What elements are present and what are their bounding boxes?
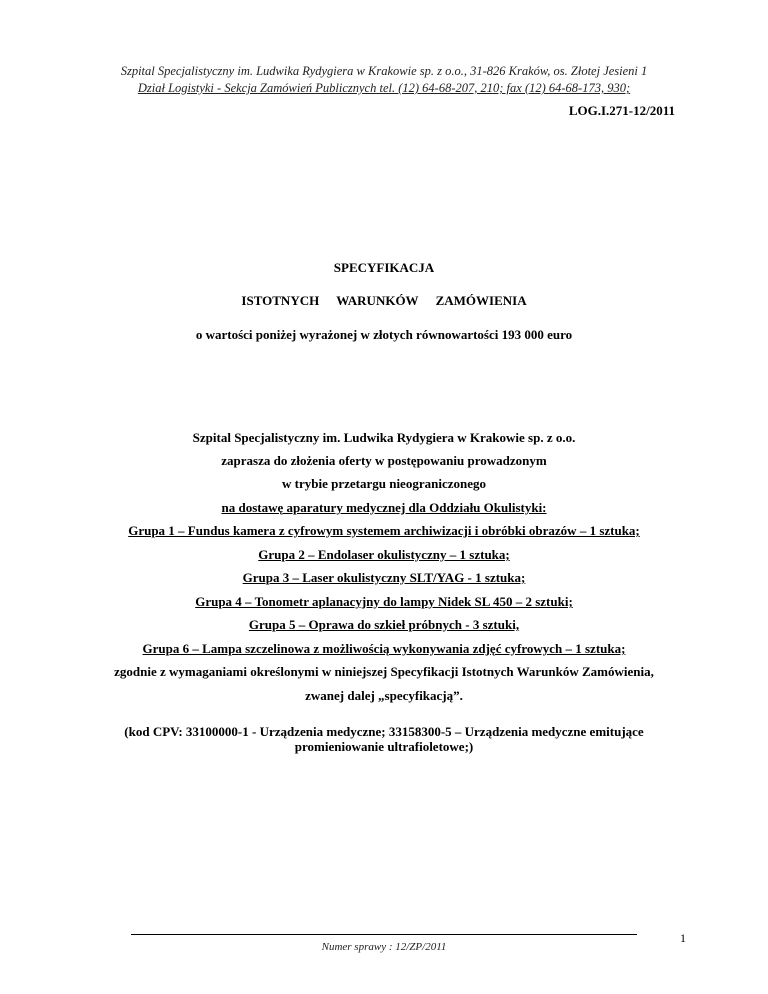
group-3 [0,570,768,586]
group-5-text: Grupa 5 – Oprawa do szkieł próbnych - 3 sztuki, [248,617,520,632]
subject-line [0,500,768,516]
group-6-text: Grupa 6 – Lampa szczelinowa z możliwością wykonywania zdjęć cyfrowych – 1 sztuka; [142,641,626,656]
header-contact-text: Dział Logistyki - Sekcja Zamówień Publicznych tel. (12) 64-68-207, 210; fax (12) 64-68-173, 930; [137,81,631,95]
invitation-line-2: w trybie przetargu nieograniczonego [282,476,486,491]
group-4 [0,594,768,610]
case-number: Numer sprawy : 12/ZP/2011 [321,941,447,953]
document-title-subline: ISTOTNYCH WARUNKÓW ZAMÓWIENIA [241,293,527,308]
page-number: 1 [680,931,686,945]
accordance-line: zgodnie z wymaganiami określonymi w niniejszej Specyfikacji Istotnych Warunków Zamówienia, [114,664,654,679]
group-6 [0,641,768,657]
institution-name: Szpital Specjalistyczny im. Ludwika Rydygiera w Krakowie sp. z o.o. [192,430,576,445]
group-4-text: Grupa 4 – Tonometr aplanacyjny do lampy Nidek SL 450 – 2 sztuki; [195,594,573,609]
invitation-line-1: zaprasza do złożenia oferty w postępowaniu prowadzonym [221,453,547,468]
group-2 [0,547,768,563]
header-contact-line [0,81,768,96]
group-5 [0,617,768,633]
document-title: SPECYFIKACJA [333,260,435,275]
subject-text: na dostawę aparatury medycznej dla Oddziału Okulistyki: [221,500,547,515]
group-3-text: Grupa 3 – Laser okulistyczny SLT/YAG - 1 sztuka; [242,570,526,585]
cpv-codes: (kod CPV: 33100000-1 - Urządzenia medyczne; 33158300-5 – Urządzenia medyczne emitujące promieniowanie ultrafioletowe;) [124,724,644,754]
reference-number: LOG.I.271-12/2011 [568,103,675,118]
header-address-line: Szpital Specjalistyczny im. Ludwika Rydygiera w Krakowie sp. z o.o., 31-826 Kraków, os. Złotej Jesieni 1 [120,64,648,78]
group-1-text: Grupa 1 – Fundus kamera z cyfrowym systemem archiwizacji i obróbki obrazów – 1 sztuka; [128,523,640,538]
footer-divider [131,934,637,935]
group-1 [0,523,768,539]
called-line: zwanej dalej „specyfikacją”. [305,688,463,703]
value-threshold-note: o wartości poniżej wyrażonej w złotych równowartości 193 000 euro [195,327,573,342]
group-2-text: Grupa 2 – Endolaser okulistyczny – 1 sztuka; [258,547,510,562]
